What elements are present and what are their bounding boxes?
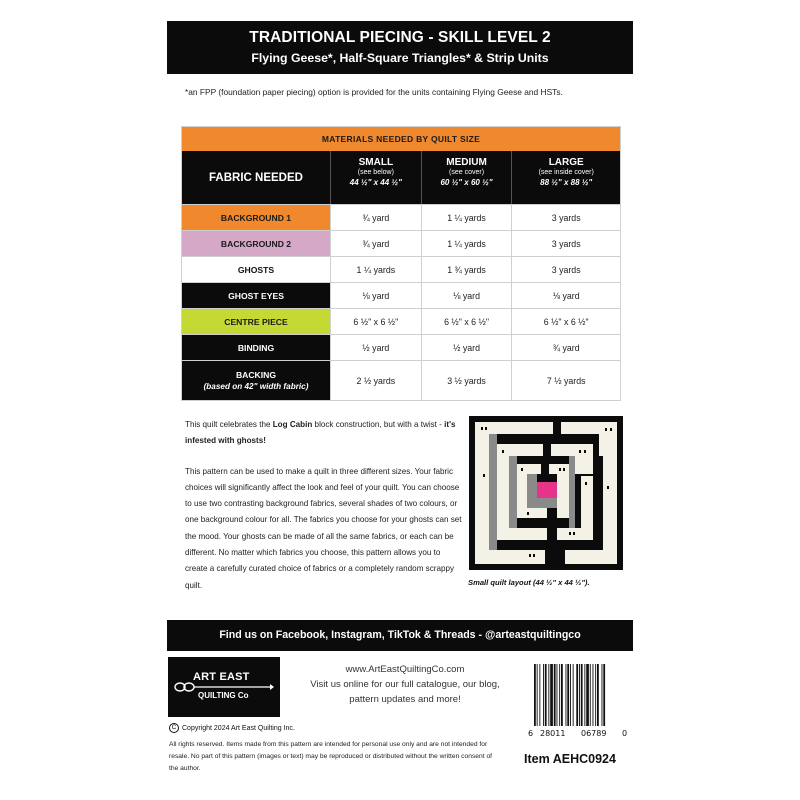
website-text: Visit us online for our full catalogue, our blog, pattern updates and more! bbox=[310, 679, 500, 705]
cell-large: 3 yards bbox=[511, 257, 620, 282]
size-sub: (see below) bbox=[357, 169, 394, 176]
logo-line2: QUILTING Co bbox=[198, 691, 249, 700]
text: This quilt celebrates the bbox=[185, 420, 273, 429]
row-label: CENTRE PIECE bbox=[182, 309, 330, 334]
size-header-large bbox=[511, 151, 620, 204]
cell-large: 6 ½" x 6 ½" bbox=[511, 309, 620, 334]
fabric-needed-header: FABRIC NEEDED bbox=[209, 171, 303, 184]
barcode-digit: 06789 bbox=[581, 729, 607, 738]
materials-table bbox=[181, 126, 621, 401]
cell-small: 6 ½" x 6 ½" bbox=[330, 309, 421, 334]
size-dim: 88 ½" x 88 ½" bbox=[540, 178, 593, 187]
table-row bbox=[182, 204, 620, 230]
row-label bbox=[182, 361, 330, 400]
cell-small: ¾ yard bbox=[330, 231, 421, 256]
cell-small: ⅛ yard bbox=[330, 283, 421, 308]
text: block construction, but with a twist - bbox=[312, 420, 445, 429]
social-band: Find us on Facebook, Instagram, TikTok & Threads - @arteastquiltingco bbox=[167, 620, 633, 651]
table-row bbox=[182, 256, 620, 282]
size-name: SMALL bbox=[358, 157, 394, 168]
row-label: BACKGROUND 1 bbox=[182, 205, 330, 230]
cell-large: 3 yards bbox=[511, 205, 620, 230]
cell-medium: 6 ½" x 6 ½" bbox=[421, 309, 512, 334]
quilt-caption: Small quilt layout (44 ½" x 44 ½"). bbox=[468, 578, 590, 587]
cell-large: 3 yards bbox=[511, 231, 620, 256]
text-bold: Log Cabin bbox=[272, 420, 313, 429]
text-bold: it's infested with ghosts! bbox=[185, 420, 456, 446]
row-label: BACKGROUND 2 bbox=[182, 231, 330, 256]
row-label: GHOST EYES bbox=[182, 283, 330, 308]
barcode-digit: 6 bbox=[528, 729, 534, 738]
cell-large: ⅛ yard bbox=[511, 283, 620, 308]
copyright bbox=[169, 723, 295, 733]
cell-medium: 3 ½ yards bbox=[421, 361, 512, 400]
table-row bbox=[182, 334, 620, 360]
cell-medium: 1 ¼ yards bbox=[421, 205, 512, 230]
art-east-logo bbox=[168, 657, 280, 717]
size-header-small bbox=[330, 151, 421, 204]
size-name: MEDIUM bbox=[446, 157, 487, 168]
cell-medium: ⅛ yard bbox=[421, 283, 512, 308]
size-dim: 44 ½" x 44 ½" bbox=[349, 178, 402, 187]
size-name: LARGE bbox=[548, 157, 584, 168]
table-row bbox=[182, 308, 620, 334]
cell-small: ¾ yard bbox=[330, 205, 421, 230]
copyright-icon: C bbox=[169, 723, 179, 733]
page-title: TRADITIONAL PIECING - SKILL LEVEL 2 bbox=[249, 29, 551, 46]
table-row bbox=[182, 230, 620, 256]
item-number: Item AEHC0924 bbox=[524, 752, 616, 766]
description-body: This pattern can be used to make a quilt in three different sizes. Your fabric choices will significantly affect the look and feel of your quilt. You can choose to use two contrasting background fabrics, several shades of two colours, or one background colour for all. The fabrics you choose for your ghosts can set the mood. Your ghosts can be made of all the same fabrics, or each can be different. No matter which fabrics you choose, this pattern allows you to create a carefully curated choice of fabrics or a completely random scrappy quilt. bbox=[185, 466, 462, 590]
size-dim: 60 ½" x 60 ½" bbox=[440, 178, 493, 187]
size-sub: (see cover) bbox=[449, 169, 485, 176]
cell-small: 2 ½ yards bbox=[330, 361, 421, 400]
cell-medium: 1 ¼ yards bbox=[421, 231, 512, 256]
row-label-sub: (based on 42" width fabric) bbox=[203, 382, 309, 391]
fpp-note: *an FPP (foundation paper piecing) option is provided for the units containing Flying Geese and HSTs. bbox=[185, 87, 563, 97]
materials-table-header bbox=[182, 151, 620, 204]
barcode-image bbox=[526, 662, 630, 738]
barcode-digit: 0 bbox=[622, 729, 628, 738]
description-intro bbox=[185, 417, 465, 450]
header-band bbox=[167, 21, 633, 74]
row-label-text: BACKING bbox=[235, 370, 277, 380]
row-label: GHOSTS bbox=[182, 257, 330, 282]
row-label: BINDING bbox=[182, 335, 330, 360]
cell-medium: ½ yard bbox=[421, 335, 512, 360]
cell-large: 7 ½ yards bbox=[511, 361, 620, 400]
cell-medium: 1 ¾ yards bbox=[421, 257, 512, 282]
materials-table-title: MATERIALS NEEDED BY QUILT SIZE bbox=[182, 127, 620, 151]
website-link[interactable]: www.ArtEastQuiltingCo.com bbox=[345, 664, 465, 675]
barcode-digit: 28011 bbox=[540, 729, 566, 738]
cell-small: ½ yard bbox=[330, 335, 421, 360]
size-header-medium bbox=[421, 151, 512, 204]
copyright-text: Copyright 2024 Art East Quilting Inc. bbox=[182, 724, 295, 732]
logo-line1: ART EAST bbox=[193, 671, 250, 683]
table-row bbox=[182, 360, 620, 400]
cell-large: ¾ yard bbox=[511, 335, 620, 360]
rights-text: All rights reserved. Items made from this pattern are intended for personal use only and are not intended for resale. No part of this pattern (images or text) may be reproduced or distributed without the written consent of the author. bbox=[169, 741, 493, 772]
cell-small: 1 ¼ yards bbox=[330, 257, 421, 282]
page-subtitle: Flying Geese*, Half-Square Triangles* & Strip Units bbox=[251, 51, 549, 65]
table-row bbox=[182, 282, 620, 308]
size-sub: (see inside cover) bbox=[538, 169, 594, 176]
description bbox=[185, 417, 465, 608]
website-block bbox=[300, 662, 510, 707]
quilt-layout-image bbox=[469, 416, 623, 570]
